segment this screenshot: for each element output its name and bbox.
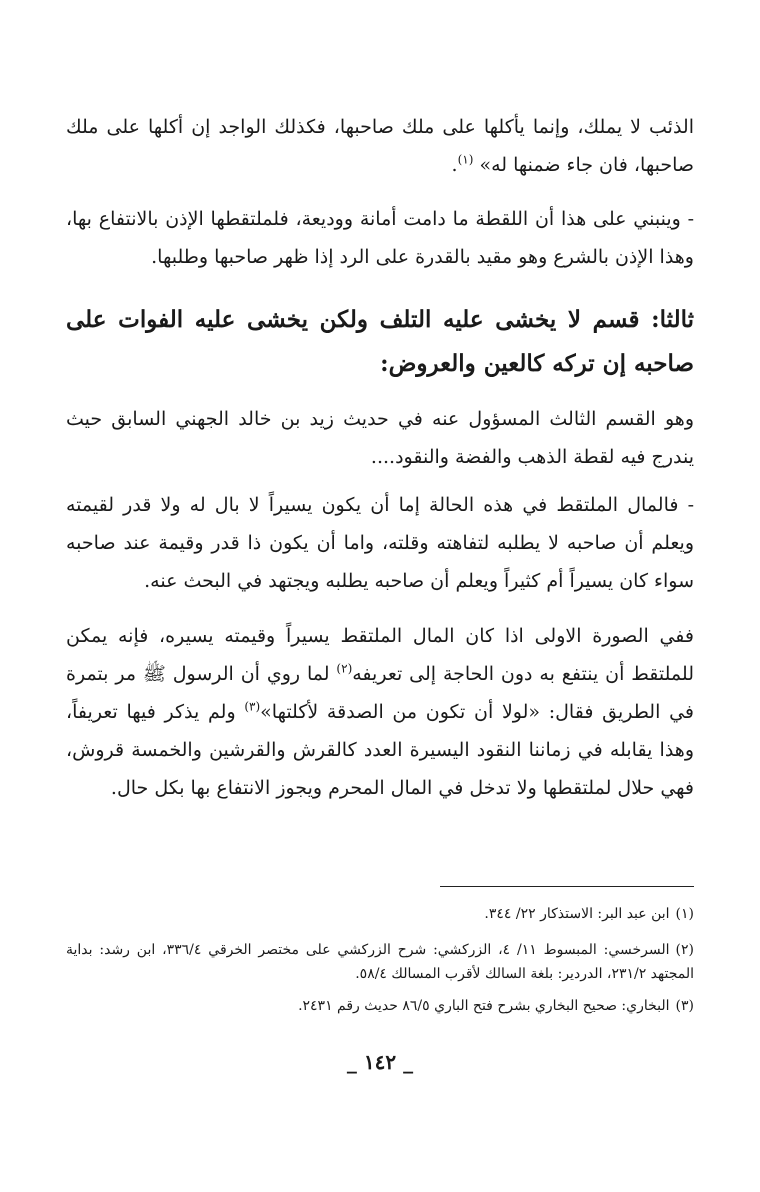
footnote-3-text: البخاري: صحيح البخاري بشرح فتح الباري ٨٦/٥ حديث رقم ٢٤٣١. (298, 998, 670, 1014)
footnote-2 (66, 938, 694, 986)
footnote-ref-2: (٢) (336, 661, 353, 676)
footnote-ref-3: (٣) (244, 699, 261, 714)
section-heading: ثالثا: قسم لا يخشى عليه التلف ولكن يخشى عليه الفوات على صاحبه إن تركه كالعين والعروض: (66, 306, 694, 377)
paragraph-1 (66, 108, 694, 184)
paragraph-5 (66, 617, 694, 807)
paragraph-2: - وينبني على هذا أن اللقطة ما دامت أمانة ووديعة، فلملتقطها الإذن بالانتفاع بها، وهذا الإذن بالشرع وهو مقيد بالقدرة على الرد إذا ظهر صاحبها وطلبها. (66, 208, 694, 268)
paragraph-4: - فالمال الملتقط في هذه الحالة إما أن يكون يسيراً لا بال له ولا قدر لقيمته ويعلم أن صاحبه لا يطلبه لتفاهته وقلته، واما أن يكون ذا قدر وقيمة عند صاحبه سواء كان يسيراً أم كثيراً ويعلم أن صاحبه يطلبه ويجتهد في البحث عنه. (66, 494, 694, 592)
footnote-3 (66, 994, 694, 1018)
footnote-divider (440, 886, 694, 887)
paragraph-5-part-a: ففي الصورة الاولى اذا كان المال الملتقط يسيراً وقيمته يسيره، فإنه يمكن للملتقط أن ينتفع به دون الحاجة إلى تعريفه (66, 625, 694, 685)
page-number: _ ١٤٢ _ (346, 1050, 414, 1074)
paragraph-3: وهو القسم الثالث المسؤول عنه في حديث زيد بن خالد الجهني السابق حيث يندرج فيه لقطة الذهب والفضة والنقود.... (66, 408, 694, 468)
footnote-ref-1: (١) (457, 152, 474, 167)
paragraph-5-part-c: ولم يذكر فيها تعريفاً، وهذا يقابله في زماننا النقود اليسيرة العدد كالقرش والقرشين والخمسة قروش، فهي حلال لملتقطها ولا تدخل في المال المحرم ويجوز الانتفاع بها بكل حال. (66, 701, 694, 799)
footnote-3-number: (٣) (675, 998, 694, 1014)
paragraph-1-text: الذئب لا يملك، وإنما يأكلها على ملك صاحبها، فكذلك الواجد إن أكلها على ملك صاحبها، فان جاء ضمنها له» (66, 116, 694, 176)
footnote-2-number: (٢) (675, 942, 694, 958)
footnote-2-text: السرخسي: المبسوط ١١/ ٤، الزركشي: شرح الزركشي على مختصر الخرقي ٣٣٦/٤، ابن رشد: بداية المجتهد ٢٣١/٢، الدردير: بلغة السالك لأقرب المسالك ٥٨/٤. (66, 942, 694, 982)
footnote-1 (66, 902, 694, 926)
footnote-1-text: ابن عبد البر: الاستذكار ٢٢/ ٣٤٤. (484, 906, 670, 922)
paragraph-5-part-b: لما روي أن الرسول ﷺ مر بتمرة في الطريق فقال: «لولا أن تكون من الصدقة لأكلتها» (66, 663, 694, 723)
paragraph-1-end: . (451, 154, 458, 176)
footnote-1-number: (١) (675, 906, 694, 922)
